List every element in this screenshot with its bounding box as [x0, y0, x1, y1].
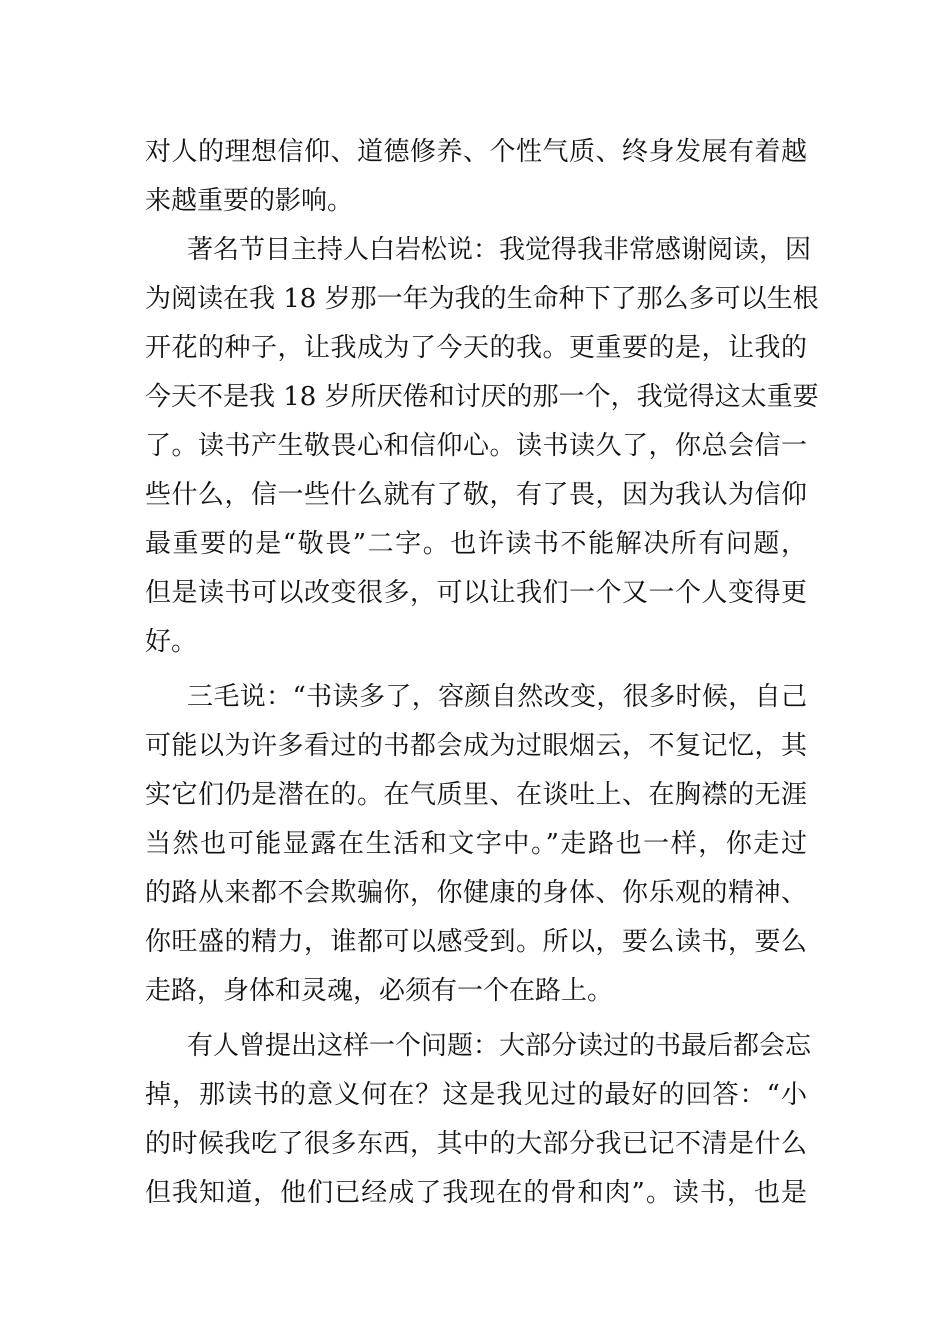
text-line: 了。读书产生敬畏心和信仰心。读书读久了，你总会信一	[145, 431, 807, 461]
text-line: 为阅读在我 18 岁那一年为我的生命种下了那么多可以生根	[145, 284, 819, 314]
paragraph-first-line: 有人曾提出这样一个问题：大部分读过的书最后都会忘	[187, 1031, 812, 1061]
text-line: 当然也可能显露在生活和文字中。”走路也一样，你走过	[145, 829, 807, 859]
text-line: 的路从来都不会欺骗你，你健康的身体、你乐观的精神、	[145, 878, 807, 908]
text-line: 最重要的是“敬畏”二字。也许读书不能解决所有问题，	[145, 529, 807, 559]
paragraph-first-line: 三毛说：“书读多了，容颜自然改变，很多时候，自己	[187, 682, 807, 712]
text-line: 些什么，信一些什么就有了敬，有了畏，因为我认为信仰	[145, 480, 807, 510]
text-line: 的时候我吃了很多东西，其中的大部分我已记不清是什么	[145, 1129, 807, 1159]
text-line: 掉，那读书的意义何在？这是我见过的最好的回答：“小	[145, 1080, 807, 1110]
text-line: 好。	[145, 627, 198, 657]
text-line: 实它们仍是潜在的。在气质里、在谈吐上、在胸襟的无涯	[145, 780, 807, 810]
text-line: 对人的理想信仰、道德修养、个性气质、终身发展有着越	[145, 137, 807, 167]
text-line: 可能以为许多看过的书都会成为过眼烟云，不复记忆，其	[145, 731, 807, 761]
paragraph-first-line: 著名节目主持人白岩松说：我觉得我非常感谢阅读，因	[187, 235, 812, 265]
text-line: 你旺盛的精力，谁都可以感受到。所以，要么读书，要么	[145, 927, 807, 957]
text-line: 开花的种子，让我成为了今天的我。更重要的是，让我的	[145, 333, 807, 363]
text-line: 但是读书可以改变很多，可以让我们一个又一个人变得更	[145, 578, 807, 608]
text-line: 来越重要的影响。	[145, 186, 354, 216]
text-line: 但我知道，他们已经成了我现在的骨和肉”。读书，也是	[145, 1178, 807, 1208]
text-line: 今天不是我 18 岁所厌倦和讨厌的那一个，我觉得这太重要	[145, 382, 819, 412]
text-line: 走路，身体和灵魂，必须有一个在路上。	[145, 976, 614, 1006]
